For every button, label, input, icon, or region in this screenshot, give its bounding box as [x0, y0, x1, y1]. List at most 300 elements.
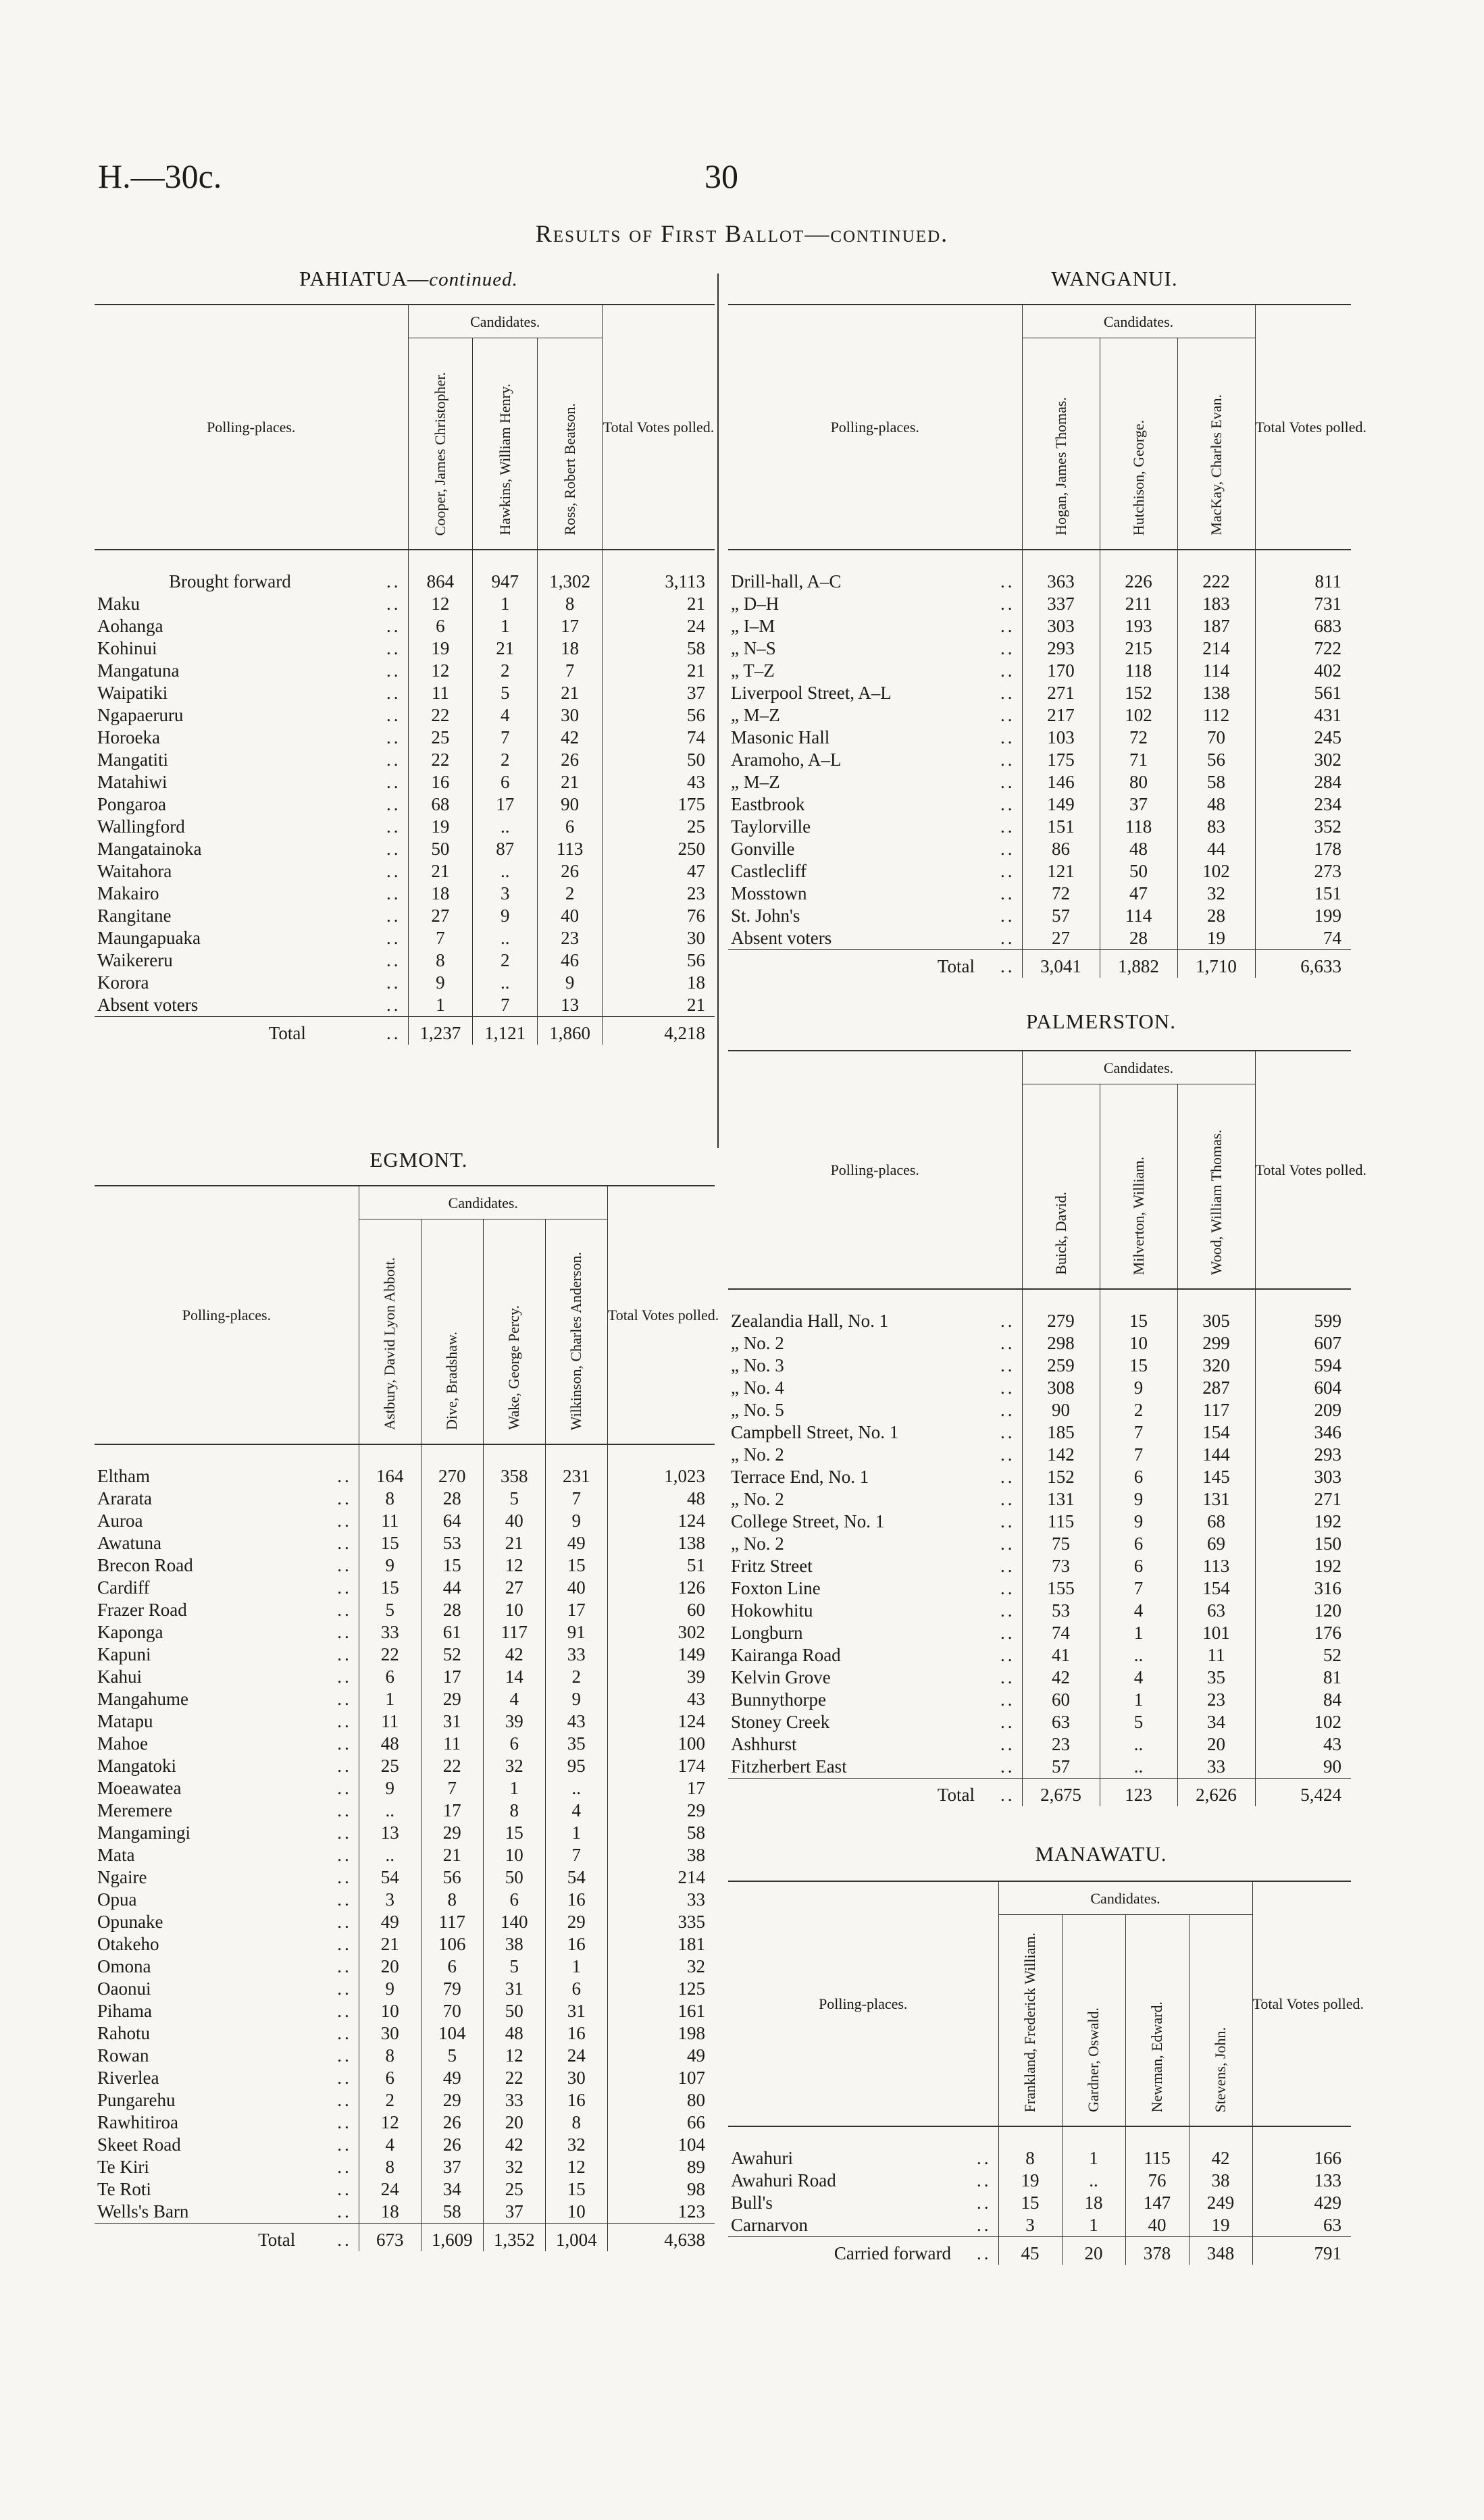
total-value: 20	[1062, 2237, 1125, 2265]
vote-count: 30	[545, 2067, 607, 2089]
polling-place: St. John's	[731, 905, 800, 926]
table-row	[728, 883, 1351, 905]
vote-count: 2	[473, 749, 538, 771]
leader-dots: ..	[337, 1845, 352, 1865]
polling-place: „ No. 5	[731, 1400, 784, 1420]
total-votes-header: Total Votes polled.	[603, 305, 715, 550]
vote-count: 58	[1177, 771, 1255, 793]
vote-count: 25	[359, 1755, 421, 1777]
vote-count: 53	[421, 1532, 483, 1554]
polling-place: „ No. 3	[731, 1355, 784, 1375]
vote-count: 95	[545, 1755, 607, 1777]
table-row	[728, 550, 1351, 593]
vote-count: 9	[359, 1554, 421, 1577]
leader-dots: ..	[386, 750, 401, 770]
vote-count: 271	[1022, 682, 1100, 704]
table-row	[95, 1577, 715, 1599]
vote-count: 28	[1100, 927, 1177, 950]
vote-count: 3	[473, 883, 538, 905]
vote-count: 13	[359, 1822, 421, 1844]
vote-count: 6	[473, 771, 538, 793]
vote-count: 27	[483, 1577, 545, 1599]
vote-count: 2	[538, 883, 603, 905]
leader-dots: ..	[386, 928, 401, 948]
vote-count: 864	[408, 550, 473, 593]
total-votes: 90	[1255, 1756, 1351, 1779]
vote-count: 118	[1100, 816, 1177, 838]
vote-count: 9	[545, 1510, 607, 1532]
vote-count: 76	[1125, 2170, 1189, 2192]
polling-place: Kohinui	[97, 638, 157, 658]
polling-place: „ No. 4	[731, 1377, 784, 1398]
polling-place: Maku	[97, 594, 140, 614]
leader-dots: ..	[337, 2201, 352, 2222]
vote-count: 42	[483, 2134, 545, 2156]
table-row	[728, 704, 1351, 727]
table-row	[728, 1511, 1351, 1533]
polling-place: Korora	[97, 972, 149, 993]
vote-count: 19	[408, 637, 473, 660]
table-row	[95, 1933, 715, 1955]
leader-dots: ..	[337, 1756, 352, 1776]
vote-count: 21	[359, 1933, 421, 1955]
vote-count: 69	[1177, 1533, 1255, 1555]
vote-count: 22	[421, 1755, 483, 1777]
leader-dots: ..	[1000, 794, 1015, 814]
vote-count: 25	[483, 2178, 545, 2201]
total-value: 4,638	[607, 2224, 715, 2252]
vote-count: 83	[1177, 816, 1255, 838]
leader-dots: ..	[988, 950, 1022, 978]
vote-count: 249	[1189, 2192, 1252, 2214]
polling-place: Terrace End, No. 1	[731, 1467, 869, 1487]
total-value: 378	[1125, 2237, 1189, 2265]
vote-count: 35	[1177, 1666, 1255, 1689]
polling-place: „ M–Z	[731, 705, 780, 725]
leader-dots: ..	[337, 2134, 352, 2155]
vote-count: 9	[1100, 1511, 1177, 1533]
vote-count: 54	[359, 1866, 421, 1889]
vote-count: 103	[1022, 727, 1100, 749]
vote-count: 53	[1022, 1600, 1100, 1622]
total-votes: 21	[603, 660, 715, 682]
vote-count: 14	[483, 1666, 545, 1688]
vote-count: 193	[1100, 615, 1177, 637]
leader-dots: ..	[386, 727, 401, 747]
results-table-egmont	[95, 1185, 719, 2251]
leader-dots: ..	[337, 2157, 352, 2177]
document-code: H.—30c.	[98, 157, 222, 195]
vote-count: 26	[538, 749, 603, 771]
table-row	[728, 838, 1351, 860]
vote-count: 12	[359, 2111, 421, 2134]
polling-place: Mahoe	[97, 1733, 148, 1754]
vote-count: 16	[545, 1933, 607, 1955]
vote-count: 23	[1022, 1733, 1100, 1756]
table-row	[728, 771, 1351, 793]
vote-count: 37	[421, 2156, 483, 2178]
polling-place: Fitzherbert East	[731, 1756, 847, 1777]
vote-count: 1	[1062, 2214, 1125, 2237]
polling-place: Mangatuna	[97, 660, 180, 681]
vote-count: 26	[538, 860, 603, 883]
polling-place: Frazer Road	[97, 1600, 187, 1620]
vote-count: 2	[1100, 1399, 1177, 1421]
total-label: Total	[728, 950, 988, 978]
vote-count: 31	[421, 1710, 483, 1733]
leader-dots: ..	[337, 1778, 352, 1798]
vote-count: 155	[1022, 1577, 1100, 1600]
vote-count: 24	[359, 2178, 421, 2201]
results-table-manawatu	[728, 1881, 1364, 2265]
candidates-header: Candidates.	[998, 1881, 1252, 1915]
leader-dots: ..	[386, 816, 401, 837]
vote-count: 91	[545, 1621, 607, 1644]
vote-count: 4	[359, 2134, 421, 2156]
table-row	[728, 1444, 1351, 1466]
vote-count: 44	[1177, 838, 1255, 860]
total-votes: 23	[603, 883, 715, 905]
leader-dots: ..	[386, 616, 401, 636]
total-votes: 594	[1255, 1355, 1351, 1377]
table-row	[95, 1621, 715, 1644]
total-votes: 176	[1255, 1622, 1351, 1644]
leader-dots: ..	[1000, 1489, 1015, 1509]
vote-count: 7	[473, 727, 538, 749]
polling-place: Moeawatea	[97, 1778, 182, 1798]
vote-count: 22	[408, 749, 473, 771]
leader-dots: ..	[309, 2224, 359, 2252]
leader-dots: ..	[1000, 1400, 1015, 1420]
vote-count: 358	[483, 1444, 545, 1488]
table-row	[95, 1777, 715, 1800]
table-row	[95, 1800, 715, 1822]
total-value: 123	[1100, 1779, 1177, 1807]
vote-count: 113	[1177, 1555, 1255, 1577]
vote-count: 16	[545, 1889, 607, 1911]
vote-count: 57	[1022, 905, 1100, 927]
table-row	[728, 637, 1351, 660]
vote-count: 48	[359, 1733, 421, 1755]
vote-count: 8	[483, 1800, 545, 1822]
vote-count: 90	[1022, 1399, 1100, 1421]
total-votes: 66	[607, 2111, 715, 2134]
leader-dots: ..	[337, 1555, 352, 1575]
vote-count: 6	[538, 816, 603, 838]
vote-count: 9	[538, 972, 603, 994]
table-row	[728, 1533, 1351, 1555]
total-votes: 198	[607, 2022, 715, 2045]
total-value: 348	[1189, 2237, 1252, 2265]
table-row	[728, 2170, 1351, 2192]
leader-dots: ..	[1000, 571, 1015, 592]
section-title-egmont: EGMONT.	[369, 1148, 468, 1172]
candidate-name: MacKay, Charles Evan.	[1177, 338, 1255, 550]
leader-dots: ..	[1000, 1667, 1015, 1687]
vote-count: 8	[359, 1488, 421, 1510]
table-row	[95, 1554, 715, 1577]
total-votes: 731	[1255, 593, 1351, 615]
table-row	[95, 860, 715, 883]
vote-count: 72	[1022, 883, 1100, 905]
vote-count: 3	[998, 2214, 1062, 2237]
vote-count: 214	[1177, 637, 1255, 660]
table-row	[728, 1666, 1351, 1689]
leader-dots: ..	[1000, 638, 1015, 658]
table-row	[728, 793, 1351, 816]
vote-count: 9	[1100, 1488, 1177, 1511]
table-row	[95, 1755, 715, 1777]
vote-count: 25	[408, 727, 473, 749]
total-votes: 284	[1255, 771, 1351, 793]
vote-count: 61	[421, 1621, 483, 1644]
vote-count: 50	[483, 2000, 545, 2022]
vote-count: 1,302	[538, 550, 603, 593]
polling-place: Omona	[97, 1956, 151, 1976]
polling-place: Hokowhitu	[731, 1600, 813, 1621]
vote-count: 146	[1022, 771, 1100, 793]
total-votes: 98	[607, 2178, 715, 2201]
leader-dots: ..	[1000, 1444, 1015, 1465]
polling-place: Skeet Road	[97, 2134, 181, 2155]
polling-place: Brecon Road	[97, 1555, 193, 1575]
vote-count: 12	[483, 1554, 545, 1577]
vote-count: 32	[483, 2156, 545, 2178]
leader-dots: ..	[977, 2193, 992, 2213]
polling-place: Carnarvon	[731, 2215, 808, 2235]
candidate-name: Wood, William Thomas.	[1177, 1084, 1255, 1290]
total-votes: 402	[1255, 660, 1351, 682]
table-row	[95, 949, 715, 972]
polling-place: College Street, No. 1	[731, 1511, 885, 1531]
total-votes: 18	[603, 972, 715, 994]
table-row	[95, 1911, 715, 1933]
polling-place: Kelvin Grove	[731, 1667, 831, 1687]
leader-dots: ..	[386, 905, 401, 926]
vote-count: 28	[421, 1599, 483, 1621]
total-votes: 84	[1255, 1689, 1351, 1711]
polling-place: Kairanga Road	[731, 1645, 841, 1665]
vote-count: 18	[1062, 2192, 1125, 2214]
results-table-palmerston	[728, 1050, 1366, 1806]
total-value: 1,609	[421, 2224, 483, 2252]
vote-count: 40	[538, 905, 603, 927]
total-value: 1,121	[473, 1017, 538, 1045]
table-row	[95, 2089, 715, 2111]
total-votes: 102	[1255, 1711, 1351, 1733]
table-row	[95, 905, 715, 927]
total-votes: 811	[1255, 550, 1351, 593]
leader-dots: ..	[1000, 1377, 1015, 1398]
vote-count: ..	[1100, 1756, 1177, 1779]
leader-dots: ..	[337, 1511, 352, 1531]
table-row	[95, 1666, 715, 1688]
vote-count: 60	[1022, 1689, 1100, 1711]
leader-dots: ..	[337, 2045, 352, 2066]
leader-dots: ..	[1000, 1311, 1015, 1331]
table-row	[95, 2022, 715, 2045]
polling-place: Makairo	[97, 883, 159, 903]
vote-count: 149	[1022, 793, 1100, 816]
total-votes: 124	[607, 1510, 715, 1532]
vote-count: 42	[483, 1644, 545, 1666]
vote-count: 42	[1189, 2126, 1252, 2170]
total-value: 3,041	[1022, 950, 1100, 978]
total-votes: 30	[603, 927, 715, 949]
total-votes: 250	[603, 838, 715, 860]
leader-dots: ..	[1000, 1645, 1015, 1665]
vote-count: 40	[1125, 2214, 1189, 2237]
leader-dots: ..	[386, 683, 401, 703]
total-votes: 76	[603, 905, 715, 927]
polling-place: Liverpool Street, A–L	[731, 683, 892, 703]
total-value: 6,633	[1255, 950, 1351, 978]
total-votes: 352	[1255, 816, 1351, 838]
vote-count: 19	[1189, 2214, 1252, 2237]
leader-dots: ..	[337, 2001, 352, 2021]
total-votes: 100	[607, 1733, 715, 1755]
table-row	[728, 1644, 1351, 1666]
polling-place: Drill-hall, A–C	[731, 571, 842, 592]
vote-count: 115	[1022, 1511, 1100, 1533]
leader-dots: ..	[1000, 1355, 1015, 1375]
leader-dots: ..	[1000, 772, 1015, 792]
vote-count: 17	[421, 1800, 483, 1822]
vote-count: 90	[538, 793, 603, 816]
candidate-name: Newman, Edward.	[1125, 1915, 1189, 2127]
section-title-wanganui: WANGANUI.	[1051, 267, 1178, 290]
total-votes: 120	[1255, 1600, 1351, 1622]
vote-count: 22	[359, 1644, 421, 1666]
vote-count: 26	[421, 2111, 483, 2134]
total-votes: 126	[607, 1577, 715, 1599]
table-row	[728, 1555, 1351, 1577]
vote-count: 117	[1177, 1399, 1255, 1421]
vote-count: 164	[359, 1444, 421, 1488]
polling-place: Waipatiki	[97, 683, 168, 703]
leader-dots: ..	[1000, 883, 1015, 903]
vote-count: ..	[1062, 2170, 1125, 2192]
polling-places-header: Polling-places.	[728, 1051, 1022, 1289]
leader-dots: ..	[337, 1956, 352, 1976]
table-row	[95, 2111, 715, 2134]
table-row	[95, 2067, 715, 2089]
total-votes: 273	[1255, 860, 1351, 883]
table-row	[728, 615, 1351, 637]
table-row	[95, 1599, 715, 1621]
leader-dots: ..	[386, 794, 401, 814]
vote-count: 31	[545, 2000, 607, 2022]
table-row	[95, 1978, 715, 2000]
table-row	[728, 816, 1351, 838]
leader-dots: ..	[386, 638, 401, 658]
vote-count: 6	[1100, 1555, 1177, 1577]
vote-count: 4	[483, 1688, 545, 1710]
candidate-name: Wake, George Percy.	[483, 1219, 545, 1445]
polling-place: Horoeka	[97, 727, 160, 747]
vote-count: 50	[408, 838, 473, 860]
total-votes: 21	[603, 994, 715, 1017]
leader-dots: ..	[337, 1577, 352, 1598]
total-value: 45	[998, 2237, 1062, 2265]
leader-dots: ..	[1000, 1734, 1015, 1754]
vote-count: 151	[1022, 816, 1100, 838]
leader-dots: ..	[1000, 1712, 1015, 1732]
vote-count: 117	[483, 1621, 545, 1644]
table-row	[728, 1488, 1351, 1511]
vote-count: 21	[421, 1844, 483, 1866]
polling-place: Opunake	[97, 1912, 163, 1932]
table-row	[95, 1866, 715, 1889]
total-votes: 125	[607, 1978, 715, 2000]
candidates-header: Candidates.	[1022, 1051, 1255, 1084]
vote-count: 1	[359, 1688, 421, 1710]
polling-place: „ N–S	[731, 638, 776, 658]
candidate-name: Stevens, John.	[1189, 1915, 1252, 2127]
leader-dots: ..	[386, 883, 401, 903]
vote-count: 12	[408, 660, 473, 682]
total-votes: 29	[607, 1800, 715, 1822]
polling-place: Mata	[97, 1845, 135, 1865]
total-votes: 429	[1252, 2192, 1351, 2214]
total-value: 1,860	[538, 1017, 603, 1045]
total-votes: 51	[607, 1554, 715, 1577]
vote-count: 1	[1100, 1622, 1177, 1644]
vote-count: 12	[408, 593, 473, 615]
table-row	[95, 1688, 715, 1710]
total-votes: 89	[607, 2156, 715, 2178]
vote-count: 20	[359, 1955, 421, 1978]
vote-count: 8	[545, 2111, 607, 2134]
total-row	[95, 1017, 715, 1045]
vote-count: 7	[1100, 1577, 1177, 1600]
vote-count: 8	[538, 593, 603, 615]
leader-dots: ..	[337, 1644, 352, 1664]
vote-count: 44	[421, 1577, 483, 1599]
total-value: 2,626	[1177, 1779, 1255, 1807]
leader-dots: ..	[337, 1934, 352, 1954]
polling-place: Absent voters	[731, 928, 832, 948]
polling-place: „ D–H	[731, 594, 779, 614]
table-row	[95, 682, 715, 704]
vote-count: 24	[545, 2045, 607, 2067]
vote-count: 8	[998, 2126, 1062, 2170]
leader-dots: ..	[1000, 816, 1015, 837]
total-value: 5,424	[1255, 1779, 1351, 1807]
vote-count: 79	[421, 1978, 483, 2000]
vote-count: 363	[1022, 550, 1100, 593]
vote-count: 104	[421, 2022, 483, 2045]
vote-count: 5	[483, 1488, 545, 1510]
vote-count: 259	[1022, 1355, 1100, 1377]
table-row	[728, 1355, 1351, 1377]
polling-place: Eastbrook	[731, 794, 805, 814]
polling-place: „ No. 2	[731, 1489, 784, 1509]
table-row	[95, 838, 715, 860]
vote-count: 21	[473, 637, 538, 660]
leader-dots: ..	[1000, 750, 1015, 770]
total-row	[728, 2237, 1351, 2265]
vote-count: 86	[1022, 838, 1100, 860]
vote-count: 40	[545, 1577, 607, 1599]
vote-count: 113	[538, 838, 603, 860]
leader-dots: ..	[977, 2170, 992, 2190]
vote-count: ..	[545, 1777, 607, 1800]
polling-place: Kaponga	[97, 1622, 163, 1642]
total-label: Total	[95, 1017, 319, 1045]
polling-place: Waitahora	[97, 861, 172, 881]
polling-place: Kahui	[97, 1666, 142, 1687]
